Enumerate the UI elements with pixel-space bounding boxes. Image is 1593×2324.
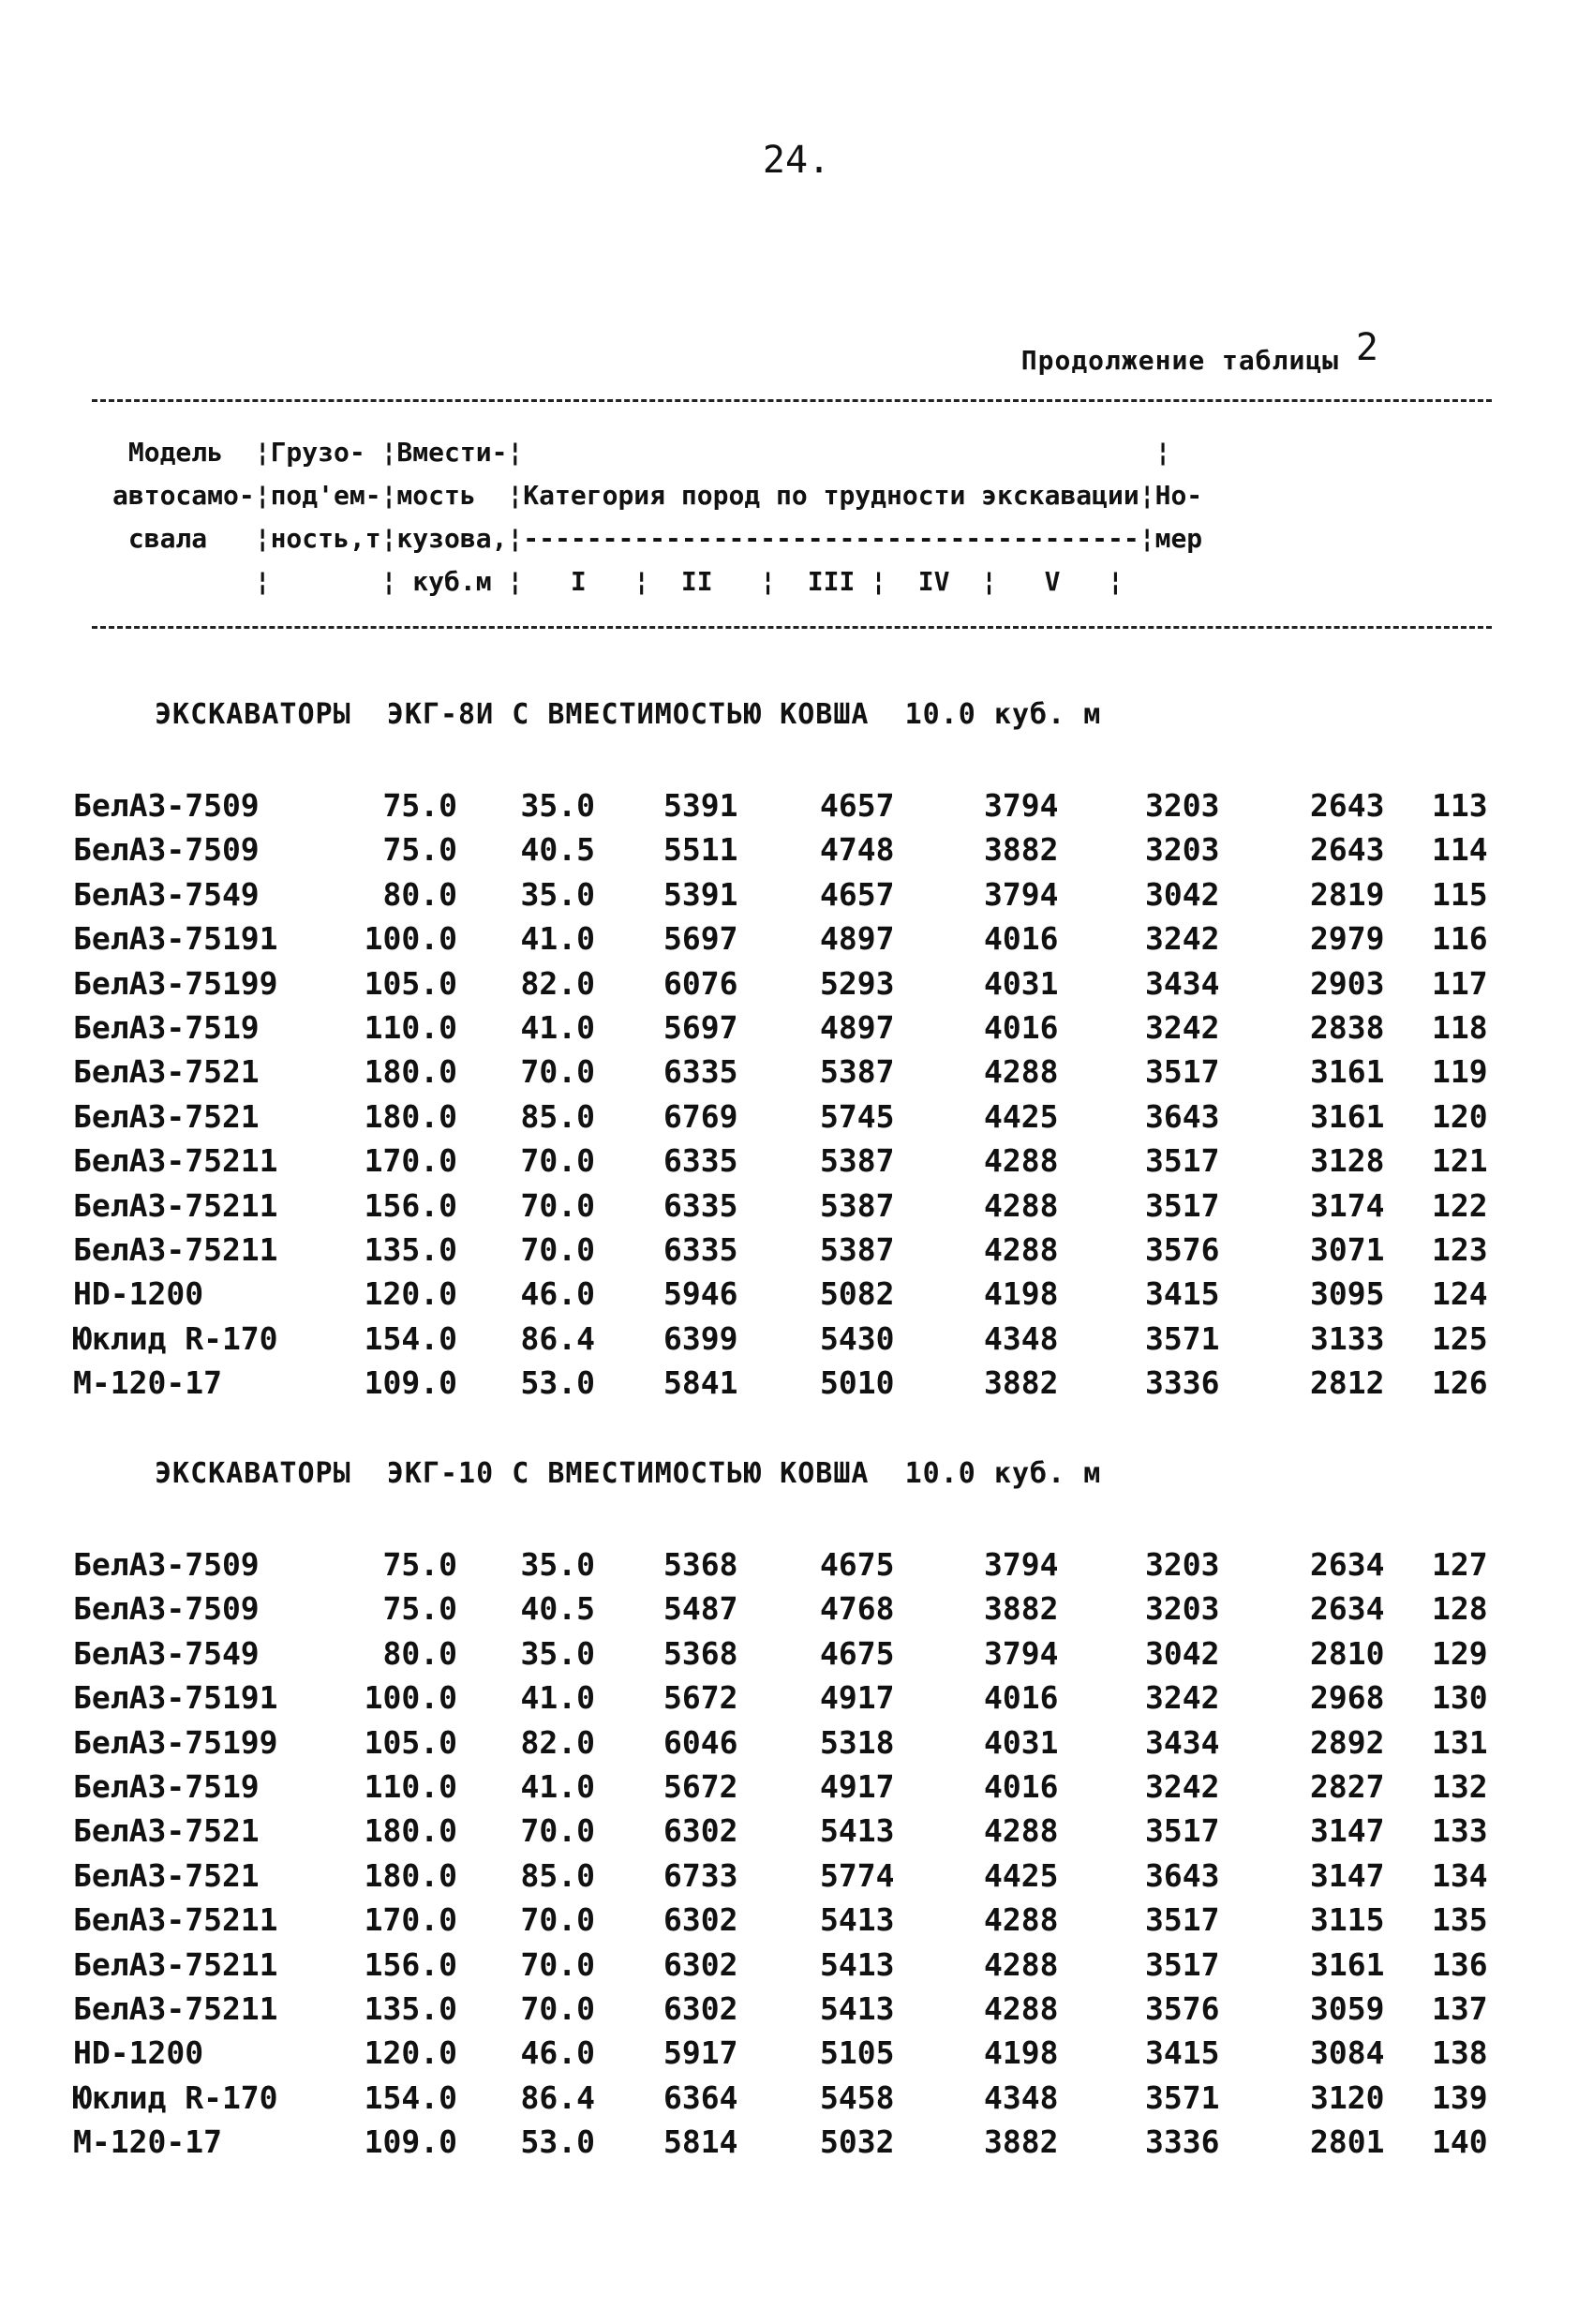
capacity-cell: 80.0: [382, 875, 457, 913]
category-4-cell: 3242: [1145, 1009, 1220, 1046]
category-4-cell: 3203: [1145, 831, 1220, 869]
category-3-cell: 4425: [984, 1097, 1059, 1135]
model-cell: БелАЗ-7549: [73, 1634, 260, 1672]
header-line-1: Модель ¦Грузо- ¦Вмести-¦ ¦: [112, 437, 1171, 468]
category-5-cell: 3059: [1310, 1990, 1385, 2027]
capacity-cell: 110.0: [364, 1009, 457, 1046]
category-4-cell: 3336: [1145, 1364, 1220, 1402]
category-1-cell: 5917: [663, 2034, 738, 2072]
category-2-cell: 5430: [820, 1319, 895, 1357]
category-3-cell: 4031: [984, 1723, 1059, 1761]
category-4-cell: 3415: [1145, 2034, 1220, 2072]
category-3-cell: 4288: [984, 1901, 1059, 1939]
category-3-cell: 4288: [984, 1990, 1059, 2027]
volume-cell: 70.0: [520, 1142, 595, 1180]
model-cell: БелАЗ-7509: [73, 787, 260, 824]
header-top-rule: [92, 399, 1492, 402]
row-number-cell: 130: [1432, 1679, 1488, 1717]
caption-table-number: 2: [1355, 326, 1379, 369]
volume-cell: 70.0: [520, 1901, 595, 1939]
volume-cell: 70.0: [520, 1812, 595, 1850]
category-3-cell: 4288: [984, 1142, 1059, 1180]
row-number-cell: 125: [1432, 1319, 1488, 1357]
capacity-cell: 156.0: [364, 1945, 457, 1983]
category-5-cell: 2819: [1310, 875, 1385, 913]
category-2-cell: 4748: [820, 831, 895, 869]
category-1-cell: 6769: [663, 1097, 738, 1135]
volume-cell: 70.0: [520, 1053, 595, 1091]
capacity-cell: 154.0: [364, 2078, 457, 2116]
category-3-cell: 4198: [984, 1275, 1059, 1313]
category-5-cell: 3174: [1310, 1186, 1385, 1224]
category-5-cell: 2634: [1310, 1590, 1385, 1628]
category-1-cell: 6335: [663, 1186, 738, 1224]
category-1-cell: 6335: [663, 1231, 738, 1268]
capacity-cell: 170.0: [364, 1901, 457, 1939]
row-number-cell: 138: [1432, 2034, 1488, 2072]
row-number-cell: 120: [1432, 1097, 1488, 1135]
category-2-cell: 5010: [820, 1364, 895, 1402]
category-4-cell: 3517: [1145, 1812, 1220, 1850]
model-cell: БелАЗ-7549: [73, 875, 260, 913]
category-1-cell: 5368: [663, 1546, 738, 1583]
model-cell: БелАЗ-75211: [73, 1901, 278, 1939]
table-row: [0, 965, 1593, 1009]
model-cell: Юклид R-170: [73, 1319, 278, 1357]
table-row: [0, 920, 1593, 964]
category-1-cell: 6302: [663, 1990, 738, 2027]
volume-cell: 70.0: [520, 1231, 595, 1268]
header-line-4: ¦ ¦ куб.м ¦ I ¦ II ¦ III ¦ IV ¦ V ¦: [112, 566, 1124, 597]
row-number-cell: 133: [1432, 1812, 1488, 1850]
section-title: ЭКСКАВАТОРЫ ЭКГ-8И С ВМЕСТИМОСТЬЮ КОВША 10.0 куб. м: [155, 698, 1102, 731]
category-2-cell: 5387: [820, 1231, 895, 1268]
category-4-cell: 3571: [1145, 1319, 1220, 1357]
capacity-cell: 154.0: [364, 1319, 457, 1357]
category-1-cell: 5814: [663, 2123, 738, 2161]
category-1-cell: 6364: [663, 2078, 738, 2116]
row-number-cell: 119: [1432, 1053, 1488, 1091]
model-cell: БелАЗ-75199: [73, 964, 278, 1002]
category-4-cell: 3571: [1145, 2078, 1220, 2116]
volume-cell: 46.0: [520, 1275, 595, 1313]
table-row: [0, 1768, 1593, 1812]
table-row: [0, 1901, 1593, 1945]
volume-cell: 70.0: [520, 1186, 595, 1224]
table-row: [0, 1590, 1593, 1634]
capacity-cell: 120.0: [364, 2034, 457, 2072]
capacity-cell: 180.0: [364, 1856, 457, 1894]
row-number-cell: 126: [1432, 1364, 1488, 1402]
table-row: [0, 1098, 1593, 1142]
table-row: [0, 787, 1593, 831]
category-2-cell: 4917: [820, 1679, 895, 1717]
category-3-cell: 3882: [984, 1364, 1059, 1402]
category-4-cell: 3042: [1145, 1634, 1220, 1672]
category-3-cell: 3794: [984, 875, 1059, 913]
capacity-cell: 105.0: [364, 964, 457, 1002]
model-cell: БелАЗ-7519: [73, 1768, 260, 1805]
category-2-cell: 4657: [820, 787, 895, 824]
header-bottom-rule: [92, 626, 1492, 629]
volume-cell: 70.0: [520, 1945, 595, 1983]
model-cell: М-120-17: [73, 1364, 222, 1402]
volume-cell: 35.0: [520, 875, 595, 913]
capacity-cell: 109.0: [364, 1364, 457, 1402]
category-2-cell: 5387: [820, 1053, 895, 1091]
row-number-cell: 121: [1432, 1142, 1488, 1180]
category-1-cell: 5672: [663, 1679, 738, 1717]
table-caption: [1020, 326, 1379, 379]
row-number-cell: 139: [1432, 2078, 1488, 2116]
category-3-cell: 4288: [984, 1231, 1059, 1268]
category-5-cell: 2810: [1310, 1634, 1385, 1672]
capacity-cell: 100.0: [364, 920, 457, 958]
category-4-cell: 3576: [1145, 1231, 1220, 1268]
category-4-cell: 3434: [1145, 964, 1220, 1002]
category-4-cell: 3517: [1145, 1053, 1220, 1091]
volume-cell: 41.0: [520, 1679, 595, 1717]
category-2-cell: 5387: [820, 1186, 895, 1224]
category-1-cell: 6733: [663, 1856, 738, 1894]
category-1-cell: 5487: [663, 1590, 738, 1628]
category-1-cell: 5391: [663, 787, 738, 824]
volume-cell: 41.0: [520, 1009, 595, 1046]
category-2-cell: 5458: [820, 2078, 895, 2116]
volume-cell: 41.0: [520, 920, 595, 958]
model-cell: М-120-17: [73, 2123, 222, 2161]
category-3-cell: 3794: [984, 787, 1059, 824]
volume-cell: 86.4: [520, 2078, 595, 2116]
category-4-cell: 3203: [1145, 1590, 1220, 1628]
row-number-cell: 137: [1432, 1990, 1488, 2027]
model-cell: БелАЗ-7521: [73, 1053, 260, 1091]
capacity-cell: 135.0: [364, 1231, 457, 1268]
model-cell: БелАЗ-75211: [73, 1945, 278, 1983]
model-cell: БелАЗ-7509: [73, 831, 260, 869]
category-4-cell: 3434: [1145, 1723, 1220, 1761]
header-line-3: свала ¦ность,т¦кузова,¦---------------------------------------¦мер: [112, 523, 1203, 554]
table-row: [0, 1546, 1593, 1590]
category-5-cell: 3147: [1310, 1812, 1385, 1850]
capacity-cell: 75.0: [382, 1590, 457, 1628]
table-row: [0, 2123, 1593, 2168]
category-1-cell: 6046: [663, 1723, 738, 1761]
volume-cell: 53.0: [520, 1364, 595, 1402]
category-2-cell: 4657: [820, 875, 895, 913]
category-1-cell: 6302: [663, 1901, 738, 1939]
capacity-cell: 75.0: [382, 831, 457, 869]
model-cell: БелАЗ-7521: [73, 1097, 260, 1135]
category-1-cell: 5391: [663, 875, 738, 913]
capacity-cell: 180.0: [364, 1053, 457, 1091]
section-title: ЭКСКАВАТОРЫ ЭКГ-10 С ВМЕСТИМОСТЬЮ КОВША 10.0 куб. м: [155, 1457, 1102, 1490]
category-2-cell: 5413: [820, 1990, 895, 2027]
volume-cell: 53.0: [520, 2123, 595, 2161]
category-5-cell: 2838: [1310, 1009, 1385, 1046]
category-3-cell: 4288: [984, 1053, 1059, 1091]
volume-cell: 41.0: [520, 1768, 595, 1805]
category-3-cell: 4348: [984, 2078, 1059, 2116]
row-number-cell: 114: [1432, 831, 1488, 869]
category-2-cell: 4897: [820, 1009, 895, 1046]
table-row: [0, 2079, 1593, 2123]
category-5-cell: 3084: [1310, 2034, 1385, 2072]
category-2-cell: 5105: [820, 2034, 895, 2072]
category-3-cell: 4016: [984, 1009, 1059, 1046]
page-number: 24.: [762, 139, 831, 182]
category-2-cell: 5032: [820, 2123, 895, 2161]
category-3-cell: 4288: [984, 1186, 1059, 1224]
table-row: [0, 1679, 1593, 1723]
row-number-cell: 132: [1432, 1768, 1488, 1805]
table-row: [0, 1990, 1593, 2034]
table-row: [0, 1320, 1593, 1364]
category-2-cell: 4768: [820, 1590, 895, 1628]
category-2-cell: 5745: [820, 1097, 895, 1135]
volume-cell: 40.5: [520, 831, 595, 869]
category-5-cell: 3071: [1310, 1231, 1385, 1268]
category-1-cell: 5946: [663, 1275, 738, 1313]
capacity-cell: 80.0: [382, 1634, 457, 1672]
table-row: [0, 2034, 1593, 2078]
capacity-cell: 75.0: [382, 1546, 457, 1583]
category-2-cell: 5387: [820, 1142, 895, 1180]
category-5-cell: 2979: [1310, 920, 1385, 958]
row-number-cell: 131: [1432, 1723, 1488, 1761]
category-3-cell: 4348: [984, 1319, 1059, 1357]
category-4-cell: 3643: [1145, 1856, 1220, 1894]
category-3-cell: 4016: [984, 920, 1059, 958]
category-3-cell: 4425: [984, 1856, 1059, 1894]
capacity-cell: 180.0: [364, 1097, 457, 1135]
table-row: [0, 1142, 1593, 1186]
row-number-cell: 135: [1432, 1901, 1488, 1939]
model-cell: БелАЗ-75191: [73, 920, 278, 958]
category-2-cell: 5318: [820, 1723, 895, 1761]
model-cell: БелАЗ-75211: [73, 1990, 278, 2027]
category-1-cell: 5697: [663, 920, 738, 958]
capacity-cell: 180.0: [364, 1812, 457, 1850]
volume-cell: 85.0: [520, 1856, 595, 1894]
category-5-cell: 2892: [1310, 1723, 1385, 1761]
category-5-cell: 2643: [1310, 831, 1385, 869]
category-4-cell: 3336: [1145, 2123, 1220, 2161]
row-number-cell: 140: [1432, 2123, 1488, 2161]
row-number-cell: 128: [1432, 1590, 1488, 1628]
category-2-cell: 5413: [820, 1945, 895, 1983]
row-number-cell: 129: [1432, 1634, 1488, 1672]
volume-cell: 46.0: [520, 2034, 595, 2072]
row-number-cell: 123: [1432, 1231, 1488, 1268]
row-number-cell: 134: [1432, 1856, 1488, 1894]
category-3-cell: 4031: [984, 964, 1059, 1002]
volume-cell: 82.0: [520, 964, 595, 1002]
capacity-cell: 109.0: [364, 2123, 457, 2161]
volume-cell: 70.0: [520, 1990, 595, 2027]
category-3-cell: 4288: [984, 1812, 1059, 1850]
category-4-cell: 3517: [1145, 1901, 1220, 1939]
category-2-cell: 5413: [820, 1901, 895, 1939]
volume-cell: 86.4: [520, 1319, 595, 1357]
category-5-cell: 2643: [1310, 787, 1385, 824]
capacity-cell: 110.0: [364, 1768, 457, 1805]
capacity-cell: 135.0: [364, 1990, 457, 2027]
category-1-cell: 5511: [663, 831, 738, 869]
category-4-cell: 3242: [1145, 1768, 1220, 1805]
category-1-cell: 6302: [663, 1945, 738, 1983]
category-1-cell: 6335: [663, 1142, 738, 1180]
capacity-cell: 75.0: [382, 787, 457, 824]
category-4-cell: 3517: [1145, 1142, 1220, 1180]
category-1-cell: 5368: [663, 1634, 738, 1672]
table-row: [0, 1724, 1593, 1768]
volume-cell: 35.0: [520, 787, 595, 824]
model-cell: БелАЗ-75199: [73, 1723, 278, 1761]
category-1-cell: 5697: [663, 1009, 738, 1046]
category-4-cell: 3517: [1145, 1186, 1220, 1224]
table-row: [0, 1009, 1593, 1053]
category-3-cell: 3882: [984, 2123, 1059, 2161]
category-1-cell: 6076: [663, 964, 738, 1002]
capacity-cell: 105.0: [364, 1723, 457, 1761]
category-4-cell: 3517: [1145, 1945, 1220, 1983]
category-2-cell: 5293: [820, 964, 895, 1002]
table-row: [0, 1812, 1593, 1856]
category-3-cell: 4016: [984, 1679, 1059, 1717]
category-3-cell: 4288: [984, 1945, 1059, 1983]
category-4-cell: 3203: [1145, 1546, 1220, 1583]
category-3-cell: 3882: [984, 1590, 1059, 1628]
category-1-cell: 6399: [663, 1319, 738, 1357]
category-5-cell: 3147: [1310, 1856, 1385, 1894]
row-number-cell: 113: [1432, 787, 1488, 824]
category-3-cell: 4198: [984, 2034, 1059, 2072]
model-cell: БелАЗ-75211: [73, 1142, 278, 1180]
row-number-cell: 122: [1432, 1186, 1488, 1224]
table-row: [0, 1857, 1593, 1901]
category-5-cell: 2968: [1310, 1679, 1385, 1717]
table-row: [0, 831, 1593, 875]
model-cell: БелАЗ-7519: [73, 1009, 260, 1046]
row-number-cell: 115: [1432, 875, 1488, 913]
row-number-cell: 127: [1432, 1546, 1488, 1583]
category-2-cell: 4675: [820, 1634, 895, 1672]
category-4-cell: 3415: [1145, 1275, 1220, 1313]
table-row: [0, 1187, 1593, 1231]
category-3-cell: 3794: [984, 1634, 1059, 1672]
caption-text: Продолжение таблицы: [1020, 345, 1340, 376]
category-5-cell: 3133: [1310, 1319, 1385, 1357]
category-5-cell: 3120: [1310, 2078, 1385, 2116]
category-2-cell: 5413: [820, 1812, 895, 1850]
category-4-cell: 3042: [1145, 875, 1220, 913]
header-line-2: автосамо-¦под'ем-¦мость ¦Категория пород по трудности экскавации¦Но-: [112, 480, 1203, 511]
category-5-cell: 3161: [1310, 1053, 1385, 1091]
table-row: [0, 1053, 1593, 1097]
model-cell: БелАЗ-7509: [73, 1590, 260, 1628]
model-cell: БелАЗ-75211: [73, 1186, 278, 1224]
category-1-cell: 5672: [663, 1768, 738, 1805]
model-cell: БелАЗ-75211: [73, 1231, 278, 1268]
model-cell: БелАЗ-75191: [73, 1679, 278, 1717]
category-2-cell: 5774: [820, 1856, 895, 1894]
category-4-cell: 3576: [1145, 1990, 1220, 2027]
category-3-cell: 3794: [984, 1546, 1059, 1583]
table-row: [0, 1231, 1593, 1275]
table-row: [0, 1635, 1593, 1679]
category-4-cell: 3242: [1145, 1679, 1220, 1717]
table-row: [0, 1275, 1593, 1319]
volume-cell: 35.0: [520, 1634, 595, 1672]
row-number-cell: 117: [1432, 964, 1488, 1002]
category-5-cell: 2634: [1310, 1546, 1385, 1583]
category-3-cell: 3882: [984, 831, 1059, 869]
volume-cell: 85.0: [520, 1097, 595, 1135]
volume-cell: 35.0: [520, 1546, 595, 1583]
category-4-cell: 3203: [1145, 787, 1220, 824]
model-cell: БелАЗ-7509: [73, 1546, 260, 1583]
category-1-cell: 6335: [663, 1053, 738, 1091]
table-row: [0, 876, 1593, 920]
category-1-cell: 6302: [663, 1812, 738, 1850]
category-2-cell: 4897: [820, 920, 895, 958]
category-3-cell: 4016: [984, 1768, 1059, 1805]
model-cell: HD-1200: [73, 2034, 204, 2072]
capacity-cell: 100.0: [364, 1679, 457, 1717]
row-number-cell: 118: [1432, 1009, 1488, 1046]
category-5-cell: 3115: [1310, 1901, 1385, 1939]
table-row: [0, 1946, 1593, 1990]
category-5-cell: 3161: [1310, 1097, 1385, 1135]
category-2-cell: 5082: [820, 1275, 895, 1313]
category-2-cell: 4917: [820, 1768, 895, 1805]
volume-cell: 82.0: [520, 1723, 595, 1761]
category-5-cell: 2812: [1310, 1364, 1385, 1402]
category-5-cell: 3095: [1310, 1275, 1385, 1313]
row-number-cell: 116: [1432, 920, 1488, 958]
table-header: [112, 431, 1202, 603]
category-5-cell: 2801: [1310, 2123, 1385, 2161]
model-cell: Юклид R-170: [73, 2078, 278, 2116]
category-5-cell: 3128: [1310, 1142, 1385, 1180]
category-4-cell: 3242: [1145, 920, 1220, 958]
model-cell: HD-1200: [73, 1275, 204, 1313]
category-4-cell: 3643: [1145, 1097, 1220, 1135]
table-row: [0, 1364, 1593, 1408]
row-number-cell: 136: [1432, 1945, 1488, 1983]
category-5-cell: 3161: [1310, 1945, 1385, 1983]
model-cell: БелАЗ-7521: [73, 1856, 260, 1894]
model-cell: БелАЗ-7521: [73, 1812, 260, 1850]
category-5-cell: 2827: [1310, 1768, 1385, 1805]
capacity-cell: 120.0: [364, 1275, 457, 1313]
category-1-cell: 5841: [663, 1364, 738, 1402]
volume-cell: 40.5: [520, 1590, 595, 1628]
category-2-cell: 4675: [820, 1546, 895, 1583]
capacity-cell: 170.0: [364, 1142, 457, 1180]
row-number-cell: 124: [1432, 1275, 1488, 1313]
capacity-cell: 156.0: [364, 1186, 457, 1224]
category-5-cell: 2903: [1310, 964, 1385, 1002]
